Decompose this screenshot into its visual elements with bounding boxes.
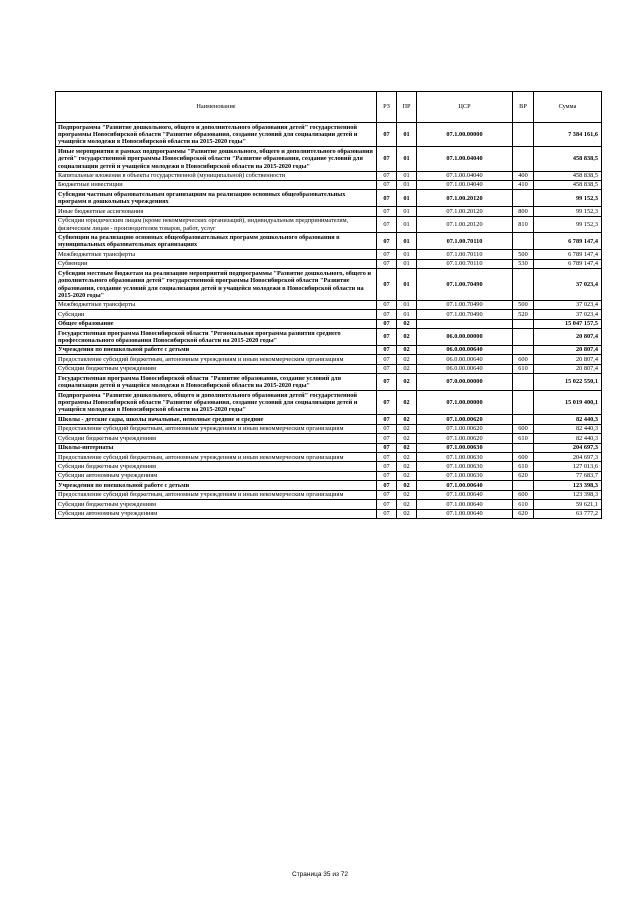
row-vr-cell xyxy=(513,190,534,207)
row-csr-cell: 07.1.00.00640 xyxy=(417,509,513,518)
row-vr-cell: 400 xyxy=(513,171,534,180)
table-row xyxy=(56,190,602,207)
row-name-cell: Подпрограмма "Развитие дошкольного, общего и дополнительного образования детей" государственной программы Новосибирской области "Развитие образования, создание условий для социализации детей и учащейся молодежи в Новосибирской области на 2015-2020 годы" xyxy=(56,123,377,147)
row-name-cell: Субсидии юридическим лицам (кроме некоммерческих организаций), индивидуальным предпринимателям, физическим лицам - производителям товаров, работ, услуг xyxy=(56,216,377,233)
row-rz-cell: 07 xyxy=(377,415,397,424)
row-pr-cell: 02 xyxy=(397,329,417,346)
row-sum-cell: 82 440,3 xyxy=(534,415,602,424)
row-rz-cell: 07 xyxy=(377,345,397,354)
row-rz-cell: 07 xyxy=(377,319,397,328)
row-vr-cell xyxy=(513,481,534,490)
row-name-cell: Субсидии местным бюджетам на реализацию мероприятий подпрограммы "Развитие дошкольного, общего и дополнительного образования детей" государственной программы Новосибирской области "Развитие образования, создание условий для социализации детей и учащейся молодежи в Новосибирской области на 2015-2020 годы" xyxy=(56,269,377,301)
table-row xyxy=(56,481,602,490)
row-csr-cell: 06.0.00.00640 xyxy=(417,355,513,364)
row-csr-cell: 07.1.00.70110 xyxy=(417,259,513,268)
row-rz-cell: 07 xyxy=(377,490,397,499)
row-rz-cell: 07 xyxy=(377,374,397,391)
table-row xyxy=(56,509,602,518)
row-rz-cell: 07 xyxy=(377,443,397,452)
table-row xyxy=(56,233,602,250)
row-csr-cell: 07.1.00.00640 xyxy=(417,481,513,490)
row-sum-cell: 204 697,3 xyxy=(534,443,602,452)
row-vr-cell: 610 xyxy=(513,434,534,443)
row-rz-cell: 07 xyxy=(377,364,397,373)
row-vr-cell xyxy=(513,329,534,346)
row-rz-cell: 07 xyxy=(377,147,397,171)
row-rz-cell: 07 xyxy=(377,171,397,180)
row-pr-cell: 02 xyxy=(397,374,417,391)
row-sum-cell: 82 440,3 xyxy=(534,424,602,433)
row-rz-cell: 07 xyxy=(377,269,397,301)
row-rz-cell: 07 xyxy=(377,434,397,443)
table-row xyxy=(56,424,602,433)
row-vr-cell: 610 xyxy=(513,500,534,509)
row-vr-cell: 600 xyxy=(513,424,534,433)
row-csr-cell: 07.1.00.04040 xyxy=(417,180,513,189)
header-csr: ЦСР xyxy=(417,92,513,123)
row-name-cell: Учреждения по внешкольной работе с детьми xyxy=(56,345,377,354)
table-row xyxy=(56,345,602,354)
table-row xyxy=(56,462,602,471)
row-sum-cell: 123 398,3 xyxy=(534,490,602,499)
row-name-cell: Иные мероприятия в рамках подпрограммы "Развитие дошкольного, общего и дополнительного образования детей" государственной программы Новосибирской области "Развитие образования, создание условий для социализации детей и учащейся молодежи в Новосибирской области на 2015-2020 годы" xyxy=(56,147,377,171)
row-pr-cell: 01 xyxy=(397,190,417,207)
row-rz-cell: 07 xyxy=(377,207,397,216)
header-sum: Сумма xyxy=(534,92,602,123)
table-row xyxy=(56,250,602,259)
row-name-cell: Предоставление субсидий бюджетным, автономным учреждениям и иным некоммерческим организациям xyxy=(56,453,377,462)
row-sum-cell: 99 152,3 xyxy=(534,190,602,207)
row-pr-cell: 02 xyxy=(397,462,417,471)
row-sum-cell: 7 384 161,6 xyxy=(534,123,602,147)
row-vr-cell: 810 xyxy=(513,216,534,233)
row-rz-cell: 07 xyxy=(377,310,397,319)
row-vr-cell: 620 xyxy=(513,509,534,518)
row-sum-cell: 20 807,4 xyxy=(534,329,602,346)
row-rz-cell: 07 xyxy=(377,471,397,480)
row-rz-cell: 07 xyxy=(377,123,397,147)
table-row xyxy=(56,434,602,443)
row-vr-cell: 620 xyxy=(513,471,534,480)
row-vr-cell xyxy=(513,319,534,328)
row-csr-cell: 06.0.00.00000 xyxy=(417,329,513,346)
row-pr-cell: 02 xyxy=(397,490,417,499)
header-name: Наименование xyxy=(56,92,377,123)
row-rz-cell: 07 xyxy=(377,462,397,471)
row-csr-cell xyxy=(417,319,513,328)
row-name-cell: Субвенции на реализацию основных общеобразовательных программ дошкольного образования в муниципальных образовательных организациях xyxy=(56,233,377,250)
row-sum-cell: 20 807,4 xyxy=(534,345,602,354)
row-name-cell: Субсидии автономным учреждениям xyxy=(56,471,377,480)
row-sum-cell: 63 777,2 xyxy=(534,509,602,518)
row-pr-cell: 02 xyxy=(397,481,417,490)
table-row xyxy=(56,453,602,462)
row-csr-cell: 07.1.00.70490 xyxy=(417,310,513,319)
row-sum-cell: 15 019 400,1 xyxy=(534,391,602,415)
row-vr-cell: 500 xyxy=(513,250,534,259)
row-sum-cell: 20 807,4 xyxy=(534,364,602,373)
row-csr-cell: 07.1.00.20120 xyxy=(417,190,513,207)
row-pr-cell: 01 xyxy=(397,180,417,189)
row-csr-cell: 06.0.00.00640 xyxy=(417,345,513,354)
row-sum-cell: 99 152,3 xyxy=(534,216,602,233)
row-name-cell: Субсидии частным образовательным организациям на реализацию основных общеобразовательных программ в дошкольных учреждениях xyxy=(56,190,377,207)
row-csr-cell: 07.0.00.00000 xyxy=(417,374,513,391)
row-sum-cell: 77 683,7 xyxy=(534,471,602,480)
row-pr-cell: 01 xyxy=(397,259,417,268)
row-sum-cell: 204 697,3 xyxy=(534,453,602,462)
row-name-cell: Общее образование xyxy=(56,319,377,328)
row-name-cell: Бюджетные инвестиции xyxy=(56,180,377,189)
row-pr-cell: 02 xyxy=(397,319,417,328)
table-row xyxy=(56,171,602,180)
row-name-cell: Капитальные вложения в объекты государственной (муниципальной) собственности xyxy=(56,171,377,180)
row-pr-cell: 01 xyxy=(397,171,417,180)
row-rz-cell: 07 xyxy=(377,500,397,509)
row-pr-cell: 02 xyxy=(397,453,417,462)
row-sum-cell: 123 398,3 xyxy=(534,481,602,490)
row-name-cell: Субсидии бюджетным учреждениям xyxy=(56,500,377,509)
row-name-cell: Субсидии бюджетным учреждениям xyxy=(56,462,377,471)
row-pr-cell: 02 xyxy=(397,415,417,424)
row-vr-cell xyxy=(513,345,534,354)
row-rz-cell: 07 xyxy=(377,424,397,433)
table-row xyxy=(56,490,602,499)
row-csr-cell: 07.1.00.20120 xyxy=(417,216,513,233)
row-csr-cell: 07.1.00.70110 xyxy=(417,250,513,259)
table-row xyxy=(56,310,602,319)
row-sum-cell: 6 789 147,4 xyxy=(534,259,602,268)
row-vr-cell xyxy=(513,147,534,171)
row-vr-cell: 520 xyxy=(513,310,534,319)
row-sum-cell: 99 152,3 xyxy=(534,207,602,216)
row-rz-cell: 07 xyxy=(377,453,397,462)
budget-table xyxy=(55,91,602,519)
row-rz-cell: 07 xyxy=(377,233,397,250)
row-name-cell: Субсидии автономным учреждениям xyxy=(56,509,377,518)
row-vr-cell: 610 xyxy=(513,364,534,373)
row-vr-cell: 600 xyxy=(513,355,534,364)
row-sum-cell: 37 023,4 xyxy=(534,269,602,301)
row-rz-cell: 07 xyxy=(377,391,397,415)
row-csr-cell: 07.1.00.00000 xyxy=(417,123,513,147)
table-row xyxy=(56,391,602,415)
row-pr-cell: 01 xyxy=(397,250,417,259)
row-name-cell: Предоставление субсидий бюджетным, автономным учреждениям и иным некоммерческим организациям xyxy=(56,424,377,433)
table-row xyxy=(56,374,602,391)
row-vr-cell: 410 xyxy=(513,180,534,189)
row-csr-cell: 07.1.00.00640 xyxy=(417,490,513,499)
row-csr-cell: 07.1.00.70110 xyxy=(417,233,513,250)
row-sum-cell: 6 789 147,4 xyxy=(534,233,602,250)
row-pr-cell: 01 xyxy=(397,233,417,250)
row-name-cell: Школы - детские сады, школы начальные, неполные средние и средние xyxy=(56,415,377,424)
table-row xyxy=(56,180,602,189)
table-row xyxy=(56,300,602,309)
row-rz-cell: 07 xyxy=(377,300,397,309)
row-pr-cell: 02 xyxy=(397,434,417,443)
page-number: Страница 35 из 72 xyxy=(292,871,348,878)
row-pr-cell: 02 xyxy=(397,364,417,373)
row-csr-cell: 07.1.00.00620 xyxy=(417,424,513,433)
row-sum-cell: 20 807,4 xyxy=(534,355,602,364)
row-pr-cell: 01 xyxy=(397,123,417,147)
row-rz-cell: 07 xyxy=(377,355,397,364)
row-name-cell: Учреждения по внешкольной работе с детьми xyxy=(56,481,377,490)
row-pr-cell: 02 xyxy=(397,345,417,354)
row-name-cell: Субвенции xyxy=(56,259,377,268)
row-sum-cell: 59 621,1 xyxy=(534,500,602,509)
row-sum-cell: 37 023,4 xyxy=(534,300,602,309)
row-pr-cell: 02 xyxy=(397,471,417,480)
row-sum-cell: 37 023,4 xyxy=(534,310,602,319)
row-vr-cell: 800 xyxy=(513,207,534,216)
row-csr-cell: 07.1.00.00630 xyxy=(417,453,513,462)
row-name-cell: Субсидии бюджетным учреждениям xyxy=(56,434,377,443)
header-vr: ВР xyxy=(513,92,534,123)
row-name-cell: Межбюджетные трансферты xyxy=(56,250,377,259)
table-row xyxy=(56,259,602,268)
row-sum-cell: 127 013,6 xyxy=(534,462,602,471)
row-sum-cell: 458 838,5 xyxy=(534,180,602,189)
row-vr-cell xyxy=(513,233,534,250)
row-name-cell: Межбюджетные трансферты xyxy=(56,300,377,309)
row-csr-cell: 07.1.00.04040 xyxy=(417,171,513,180)
row-csr-cell: 07.1.00.00630 xyxy=(417,462,513,471)
row-rz-cell: 07 xyxy=(377,216,397,233)
table-header-row xyxy=(56,92,602,123)
row-pr-cell: 01 xyxy=(397,207,417,216)
row-pr-cell: 02 xyxy=(397,391,417,415)
row-rz-cell: 07 xyxy=(377,509,397,518)
row-pr-cell: 02 xyxy=(397,500,417,509)
row-rz-cell: 07 xyxy=(377,259,397,268)
row-csr-cell: 07.1.00.70490 xyxy=(417,269,513,301)
row-pr-cell: 02 xyxy=(397,509,417,518)
table-row xyxy=(56,500,602,509)
row-csr-cell: 07.1.00.00620 xyxy=(417,415,513,424)
row-csr-cell: 07.1.00.00620 xyxy=(417,434,513,443)
table-row xyxy=(56,216,602,233)
row-csr-cell: 07.1.00.70490 xyxy=(417,300,513,309)
row-vr-cell xyxy=(513,415,534,424)
table-row xyxy=(56,329,602,346)
row-vr-cell xyxy=(513,123,534,147)
table-row xyxy=(56,207,602,216)
table-body xyxy=(56,123,602,519)
row-vr-cell xyxy=(513,374,534,391)
row-rz-cell: 07 xyxy=(377,180,397,189)
row-csr-cell: 07.1.00.04040 xyxy=(417,147,513,171)
table-row xyxy=(56,364,602,373)
table-row xyxy=(56,319,602,328)
row-pr-cell: 01 xyxy=(397,269,417,301)
row-name-cell: Иные бюджетные ассигнования xyxy=(56,207,377,216)
row-sum-cell: 82 440,3 xyxy=(534,434,602,443)
table-row xyxy=(56,269,602,301)
table-row xyxy=(56,471,602,480)
row-pr-cell: 02 xyxy=(397,424,417,433)
header-rz: РЗ xyxy=(377,92,397,123)
row-name-cell: Подпрограмма "Развитие дошкольного, общего и дополнительного образования детей" государственной программы Новосибирской области "Развитие образования, создание условий для социализации детей и учащейся молодежи в Новосибирской области на 2015-2020 годы" xyxy=(56,391,377,415)
row-vr-cell: 610 xyxy=(513,462,534,471)
row-csr-cell: 07.1.00.00000 xyxy=(417,391,513,415)
row-name-cell: Предоставление субсидий бюджетным, автономным учреждениям и иным некоммерческим организациям xyxy=(56,355,377,364)
header-pr: ПР xyxy=(397,92,417,123)
row-name-cell: Государственная программа Новосибирской области "Развитие образования, создание условий для социализации детей и учащейся молодежи в Новосибирской области на 2015-2020 годы" xyxy=(56,374,377,391)
row-name-cell: Субсидии бюджетным учреждениям xyxy=(56,364,377,373)
row-csr-cell: 07.1.00.00630 xyxy=(417,443,513,452)
row-rz-cell: 07 xyxy=(377,190,397,207)
row-pr-cell: 01 xyxy=(397,216,417,233)
table-row xyxy=(56,415,602,424)
row-vr-cell: 530 xyxy=(513,259,534,268)
row-csr-cell: 07.1.00.00640 xyxy=(417,500,513,509)
table-row xyxy=(56,443,602,452)
row-pr-cell: 01 xyxy=(397,300,417,309)
row-name-cell: Школы-интернаты xyxy=(56,443,377,452)
row-sum-cell: 15 022 550,1 xyxy=(534,374,602,391)
row-rz-cell: 07 xyxy=(377,329,397,346)
row-sum-cell: 15 047 157,5 xyxy=(534,319,602,328)
row-csr-cell: 06.0.00.00640 xyxy=(417,364,513,373)
row-csr-cell: 07.1.00.20120 xyxy=(417,207,513,216)
row-name-cell: Государственная программа Новосибирской области "Региональная программа развития среднего профессионального образования Новосибирской области на 2015-2020 годы" xyxy=(56,329,377,346)
row-pr-cell: 02 xyxy=(397,443,417,452)
row-rz-cell: 07 xyxy=(377,481,397,490)
row-sum-cell: 6 789 147,4 xyxy=(534,250,602,259)
row-vr-cell: 600 xyxy=(513,453,534,462)
table-row xyxy=(56,355,602,364)
row-sum-cell: 458 838,5 xyxy=(534,171,602,180)
row-vr-cell: 500 xyxy=(513,300,534,309)
row-pr-cell: 01 xyxy=(397,310,417,319)
row-vr-cell xyxy=(513,443,534,452)
row-name-cell: Субсидии xyxy=(56,310,377,319)
row-sum-cell: 458 838,5 xyxy=(534,147,602,171)
row-csr-cell: 07.1.00.00630 xyxy=(417,471,513,480)
row-vr-cell: 600 xyxy=(513,490,534,499)
row-pr-cell: 01 xyxy=(397,147,417,171)
row-vr-cell xyxy=(513,269,534,301)
row-rz-cell: 07 xyxy=(377,250,397,259)
row-vr-cell xyxy=(513,391,534,415)
row-name-cell: Предоставление субсидий бюджетным, автономным учреждениям и иным некоммерческим организациям xyxy=(56,490,377,499)
table-row xyxy=(56,147,602,171)
row-pr-cell: 02 xyxy=(397,355,417,364)
table-row xyxy=(56,123,602,147)
